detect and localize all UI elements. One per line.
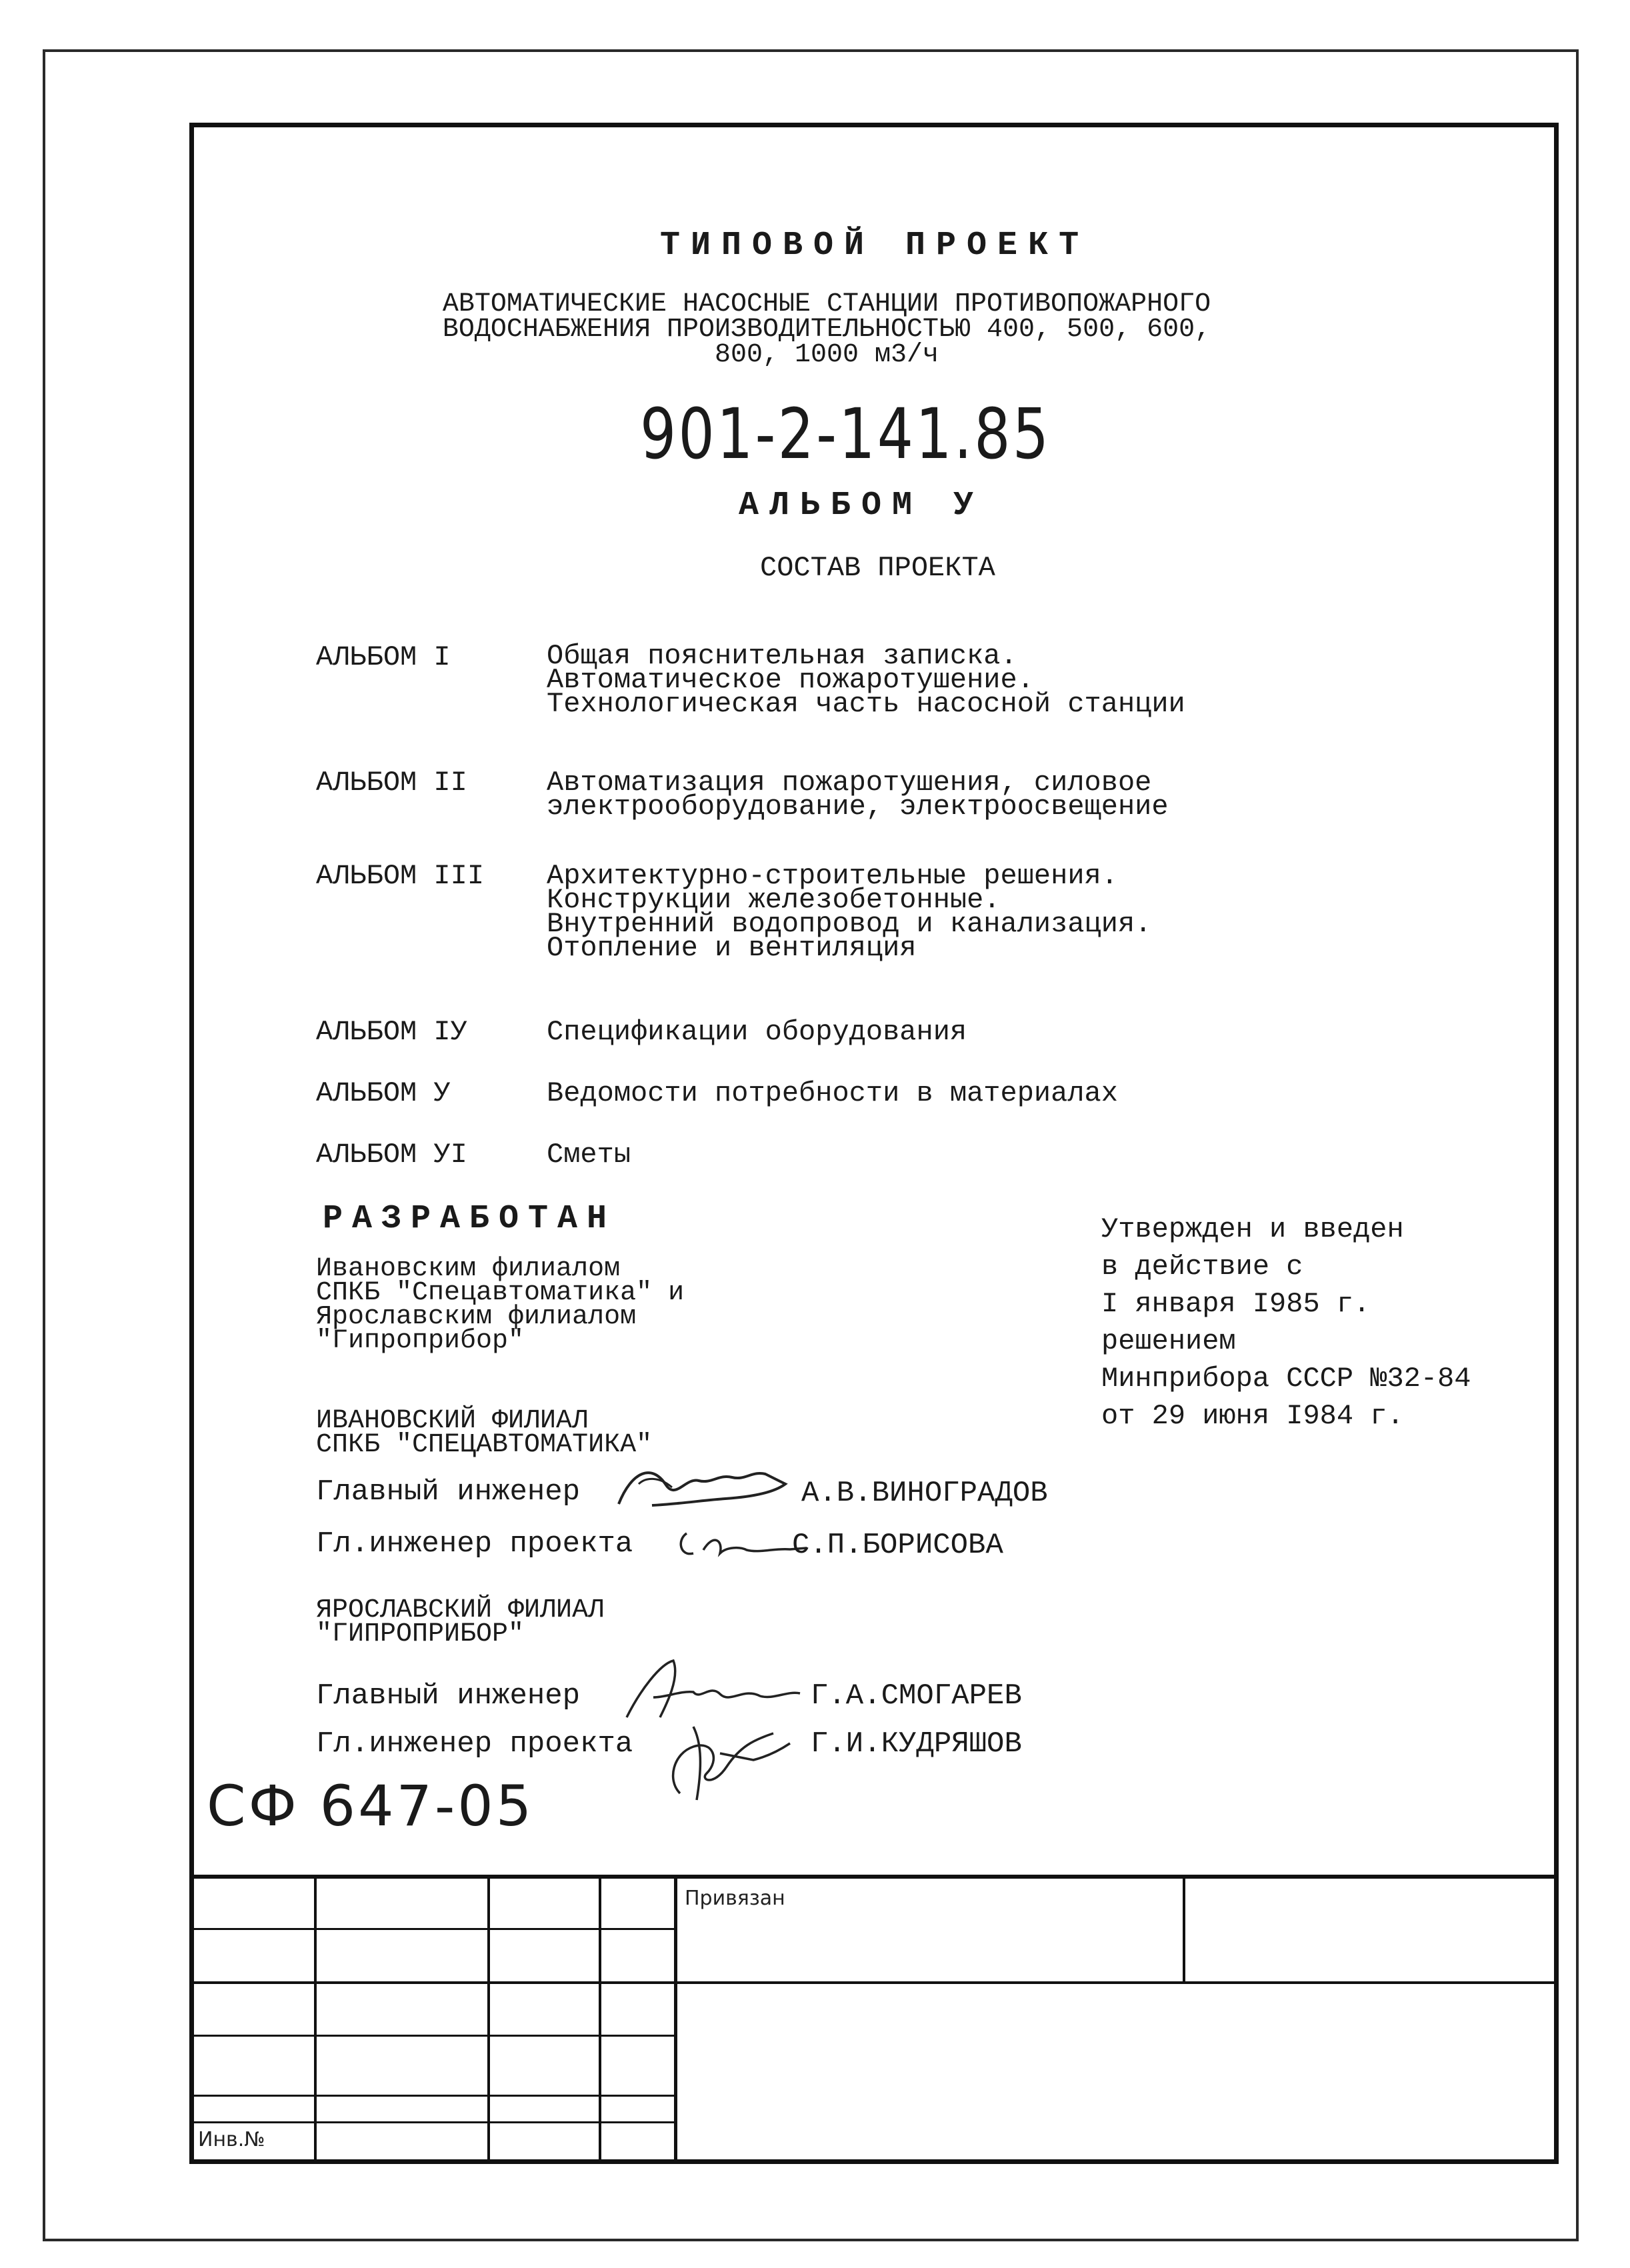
ivanovo-chief-name: А.В.ВИНОГРАДОВ bbox=[801, 1477, 1048, 1510]
developed-line: СПКБ "Спецавтоматика" и bbox=[316, 1278, 685, 1308]
ivanovo-org bbox=[316, 1406, 653, 1460]
stamp-table bbox=[194, 1875, 1554, 2159]
stamp-line bbox=[194, 1928, 675, 1930]
document-title: ТИПОВОЙ ПРОЕКТ bbox=[660, 227, 1090, 265]
ivanovo-org-line: СПКБ "СПЕЦАВТОМАТИКА" bbox=[316, 1430, 653, 1460]
album-4-label: АЛЬБОМ IУ bbox=[316, 1016, 467, 1048]
stamp-line bbox=[1183, 1875, 1185, 1981]
signature-kudryashov bbox=[640, 1713, 800, 1807]
album-5-label: АЛЬБОМ У bbox=[316, 1077, 451, 1109]
ivanovo-project-role: Гл.инженер проекта bbox=[316, 1527, 633, 1561]
section-heading: СОСТАВ ПРОЕКТА bbox=[760, 552, 995, 584]
album-1-line: Автоматическое пожаротушение. bbox=[547, 664, 1034, 696]
developed-text bbox=[316, 1254, 685, 1356]
ivanovo-project-name: С.П.БОРИСОВА bbox=[792, 1529, 1003, 1562]
stamp-line bbox=[194, 2035, 675, 2037]
approved-line: Минприбора СССР №32-84 bbox=[1101, 1363, 1471, 1395]
approved-line: I января I985 г. bbox=[1101, 1288, 1371, 1320]
approved-line: решением bbox=[1101, 1325, 1236, 1357]
footer-code: СФ 647-05 bbox=[207, 1773, 535, 1839]
album-2-label: АЛЬБОМ II bbox=[316, 767, 467, 799]
album-2-line: Автоматизация пожаротушения, силовое bbox=[547, 767, 1152, 799]
stamp-line bbox=[194, 1875, 1554, 1879]
album-2-line: электрооборудование, электроосвещение bbox=[547, 791, 1169, 823]
yaroslavl-chief-name: Г.А.СМОГАРЕВ bbox=[811, 1679, 1022, 1713]
approved-text bbox=[1101, 1211, 1471, 1435]
album-2-text bbox=[547, 767, 1169, 823]
privyazan-label: Привязан bbox=[685, 1887, 785, 1910]
yaroslavl-project-role: Гл.инженер проекта bbox=[316, 1727, 633, 1761]
yaroslavl-org-line: ЯРОСЛАВСКИЙ ФИЛИАЛ bbox=[316, 1595, 605, 1625]
album-4-text bbox=[547, 1016, 967, 1048]
album-1-line: Технологическая часть насосной станции bbox=[547, 688, 1185, 720]
stamp-line bbox=[599, 1875, 601, 2159]
developed-heading: РАЗРАБОТАН bbox=[323, 1200, 617, 1238]
approved-line: Утвержден и введен bbox=[1101, 1213, 1404, 1245]
stamp-line bbox=[194, 1981, 1554, 1984]
developed-line: "Гипроприбор" bbox=[316, 1326, 525, 1356]
stamp-line bbox=[487, 1875, 490, 2159]
album-5-line: Ведомости потребности в материалах bbox=[547, 1077, 1118, 1109]
album-3-line: Конструкции железобетонные. bbox=[547, 884, 1001, 916]
approved-line: от 29 июня I984 г. bbox=[1101, 1400, 1404, 1432]
inv-number-label: Инв.№ bbox=[198, 2128, 265, 2151]
album-6-line: Сметы bbox=[547, 1139, 631, 1171]
album-4-line: Спецификации оборудования bbox=[547, 1016, 967, 1048]
stamp-line bbox=[314, 1875, 317, 2159]
album-3-line: Внутренний водопровод и канализация. bbox=[547, 908, 1152, 940]
album-3-text bbox=[547, 860, 1152, 964]
album-6-text bbox=[547, 1139, 631, 1171]
stamp-line bbox=[674, 1875, 677, 2159]
approved-line: в действие с bbox=[1101, 1251, 1303, 1283]
yaroslavl-org-line: "ГИПРОПРИБОР" bbox=[316, 1619, 525, 1649]
album-3-line: Отопление и вентиляция bbox=[547, 932, 917, 964]
album-heading: АЛЬБОМ У bbox=[739, 487, 985, 525]
yaroslavl-chief-role: Главный инженер bbox=[316, 1679, 581, 1713]
developed-line: Ярославским филиалом bbox=[316, 1302, 637, 1332]
album-3-line: Архитектурно-строительные решения. bbox=[547, 860, 1118, 892]
ivanovo-org-line: ИВАНОВСКИЙ ФИЛИАЛ bbox=[316, 1406, 589, 1436]
album-6-label: АЛЬБОМ УI bbox=[316, 1139, 467, 1171]
stamp-line bbox=[194, 2095, 675, 2097]
subtitle-line-1: АВТОМАТИЧЕСКИЕ НАСОСНЫЕ СТАНЦИИ ПРОТИВОПОЖАРНОГО bbox=[442, 289, 1211, 319]
ivanovo-chief-role: Главный инженер bbox=[316, 1475, 581, 1509]
album-5-text bbox=[547, 1077, 1118, 1109]
album-3-label: АЛЬБОМ III bbox=[316, 860, 485, 892]
developed-line: Ивановским филиалом bbox=[316, 1254, 621, 1284]
album-1-label: АЛЬБОМ I bbox=[316, 641, 451, 673]
yaroslavl-project-name: Г.И.КУДРЯШОВ bbox=[811, 1727, 1022, 1761]
album-1-line: Общая пояснительная записка. bbox=[547, 640, 1017, 672]
subtitle-line-3: 800, 1000 м3/ч bbox=[714, 340, 939, 370]
yaroslavl-org bbox=[316, 1595, 605, 1649]
signature-vinogradov bbox=[612, 1457, 812, 1517]
subtitle-line-2: ВОДОСНАБЖЕНИЯ ПРОИЗВОДИТЕЛЬНОСТЬЮ 400, 500, 600, bbox=[442, 315, 1211, 345]
stamp-line bbox=[194, 2121, 675, 2123]
subtitle bbox=[347, 289, 1307, 370]
project-code: 901-2-141.85 bbox=[640, 393, 1051, 475]
album-1-text bbox=[547, 640, 1185, 720]
